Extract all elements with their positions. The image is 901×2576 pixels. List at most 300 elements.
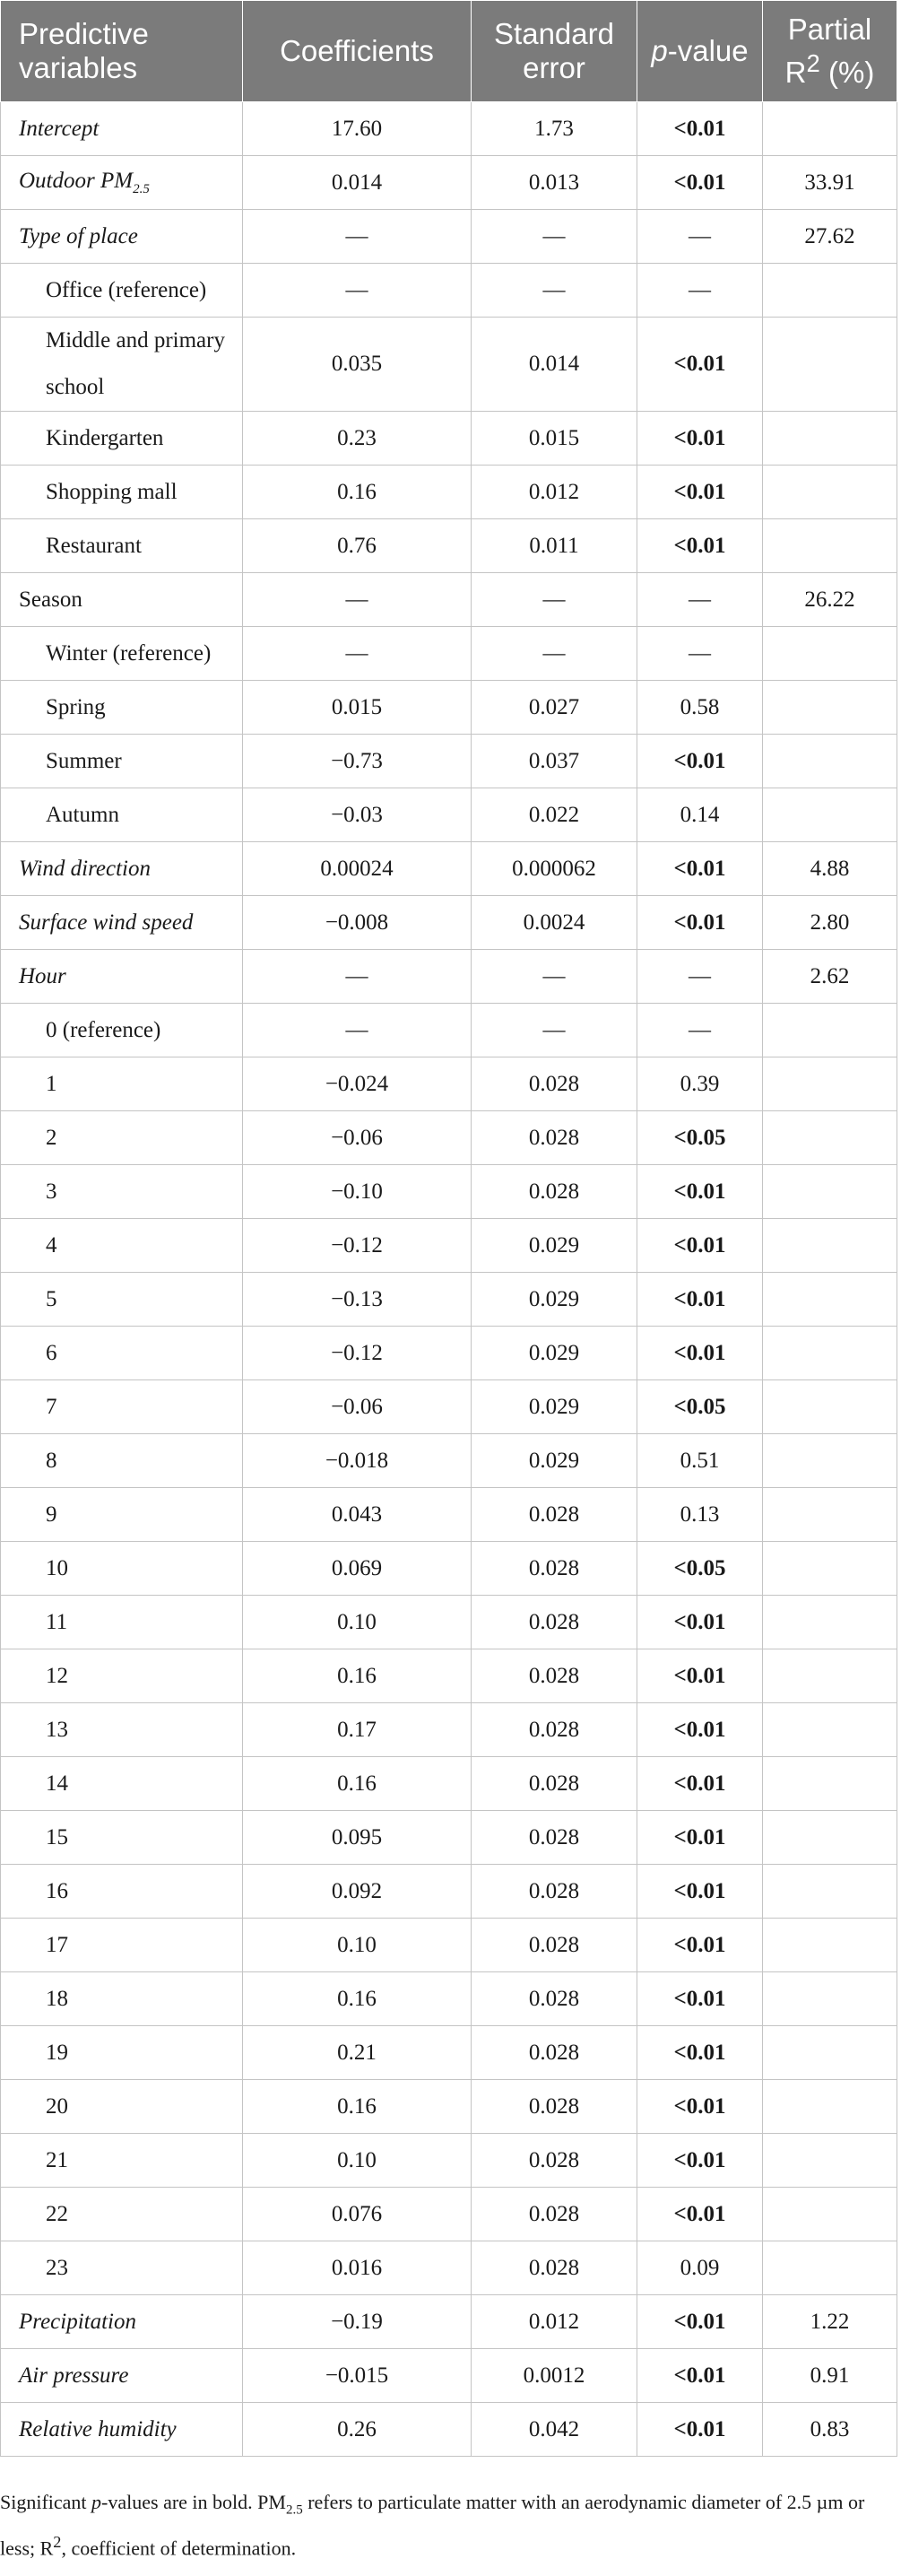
- row-label: [1, 264, 243, 318]
- table-row: [1, 1004, 897, 1057]
- standard-error-cell-text: 0.011: [529, 533, 579, 558]
- header-r-superscript: 2: [806, 49, 820, 77]
- p-value-cell-text: <0.01: [673, 425, 726, 450]
- table-row: [1, 156, 897, 210]
- row-label-text: 9: [46, 1501, 57, 1527]
- coefficient-cell-text: —: [345, 277, 368, 302]
- table-row: [1, 318, 897, 412]
- standard-error-cell: [472, 2241, 637, 2295]
- coefficient-cell: [243, 627, 472, 681]
- coefficient-cell-text: −0.12: [331, 1232, 383, 1258]
- partial-r2-cell-text: 2.80: [810, 909, 850, 935]
- coefficient-cell-text: −0.10: [331, 1179, 383, 1204]
- standard-error-cell-text: 0.028: [528, 1555, 580, 1580]
- row-label: [1, 2349, 243, 2403]
- partial-r2-cell: [763, 2188, 897, 2241]
- p-value-cell-text: <0.01: [673, 352, 726, 376]
- partial-r2-cell: [763, 1919, 897, 1972]
- coefficient-cell: [243, 318, 472, 412]
- p-value-cell-text: <0.01: [673, 1824, 726, 1849]
- partial-r2-cell: [763, 1972, 897, 2026]
- standard-error-cell-text: 0.028: [528, 1125, 580, 1150]
- standard-error-cell-text: 0.012: [528, 2309, 580, 2334]
- p-value-cell-text: <0.01: [673, 2093, 726, 2119]
- standard-error-cell-text: 0.028: [528, 1771, 580, 1796]
- p-value-cell: [637, 1057, 763, 1111]
- standard-error-cell-text: 0.013: [528, 170, 580, 195]
- table-row: [1, 1327, 897, 1380]
- p-value-cell: [637, 1273, 763, 1327]
- partial-r2-cell: [763, 2295, 897, 2349]
- p-value-cell-text: <0.01: [673, 1771, 726, 1796]
- coefficient-cell-text: 0.16: [337, 479, 377, 504]
- coefficient-cell-text: 0.10: [337, 2147, 377, 2172]
- coefficient-cell-text: −0.015: [325, 2363, 389, 2388]
- p-value-cell: [637, 950, 763, 1004]
- p-value-cell: [637, 1380, 763, 1434]
- p-value-cell: [637, 1219, 763, 1273]
- p-value-cell: [637, 1488, 763, 1542]
- coefficient-cell: [243, 1972, 472, 2026]
- standard-error-cell: [472, 2188, 637, 2241]
- p-value-cell-text: 0.14: [680, 802, 720, 827]
- row-label-text: Autumn: [46, 802, 119, 827]
- row-label-text: 11: [46, 1609, 68, 1634]
- p-value-cell-text: —: [689, 277, 711, 302]
- row-label-text: 10: [46, 1555, 68, 1580]
- partial-r2-cell: [763, 2403, 897, 2457]
- standard-error-cell-text: —: [542, 587, 566, 612]
- table-row: [1, 519, 897, 573]
- partial-r2-cell-text: 2.62: [810, 963, 850, 988]
- standard-error-cell: [472, 1434, 637, 1488]
- p-value-cell: [637, 318, 763, 412]
- row-label: [1, 102, 243, 156]
- partial-r2-cell: [763, 1811, 897, 1865]
- p-value-cell-text: <0.01: [673, 1986, 726, 2011]
- row-label-text: Spring: [46, 694, 106, 719]
- coefficient-cell: [243, 1919, 472, 1972]
- partial-r2-cell: [763, 1542, 897, 1596]
- table-row: [1, 842, 897, 896]
- coefficient-cell-text: −0.19: [331, 2309, 383, 2334]
- standard-error-cell-text: 0.014: [528, 352, 580, 376]
- coefficient-cell-text: −0.018: [325, 1448, 389, 1473]
- partial-r2-cell: [763, 156, 897, 210]
- table-row: [1, 2295, 897, 2349]
- coefficient-cell: [243, 2080, 472, 2134]
- row-label: [1, 627, 243, 681]
- p-value-cell-text: <0.01: [673, 1663, 726, 1688]
- p-value-cell: [637, 1811, 763, 1865]
- standard-error-cell-text: 0.028: [528, 1663, 580, 1688]
- partial-r2-cell-text: 4.88: [810, 856, 850, 881]
- coefficient-cell: [243, 1757, 472, 1811]
- p-value-cell-text: —: [689, 1017, 711, 1042]
- coefficient-cell-text: —: [345, 963, 368, 988]
- standard-error-cell: [472, 1811, 637, 1865]
- p-value-cell-text: <0.01: [673, 170, 726, 195]
- p-value-cell-text: —: [689, 587, 711, 612]
- row-label: [1, 519, 243, 573]
- table-row: [1, 788, 897, 842]
- standard-error-cell: [472, 2349, 637, 2403]
- coefficient-cell: [243, 1434, 472, 1488]
- partial-r2-cell: [763, 681, 897, 735]
- standard-error-cell: [472, 842, 637, 896]
- partial-r2-cell: [763, 466, 897, 519]
- partial-r2-cell: [763, 842, 897, 896]
- standard-error-cell: [472, 2134, 637, 2188]
- coefficient-cell: [243, 1380, 472, 1434]
- footnote-pm-subscript: 2.5: [285, 2502, 303, 2518]
- standard-error-cell: [472, 1004, 637, 1057]
- table-row: [1, 1649, 897, 1703]
- p-value-cell: [637, 681, 763, 735]
- p-value-cell-text: <0.01: [673, 2040, 726, 2065]
- table-row: [1, 1596, 897, 1649]
- p-value-cell-text: 0.39: [680, 1071, 720, 1096]
- coefficient-cell: [243, 950, 472, 1004]
- coefficient-cell: [243, 210, 472, 264]
- partial-r2-cell-text: 33.91: [804, 170, 855, 195]
- standard-error-cell-text: 0.028: [528, 1609, 580, 1634]
- row-label-text: 14: [46, 1771, 68, 1796]
- partial-r2-cell: [763, 950, 897, 1004]
- partial-r2-cell: [763, 1004, 897, 1057]
- row-label: [1, 1649, 243, 1703]
- p-value-cell: [637, 2295, 763, 2349]
- coefficient-cell-text: 17.60: [331, 116, 383, 141]
- standard-error-cell: [472, 156, 637, 210]
- p-value-cell: [637, 1703, 763, 1757]
- standard-error-cell: [472, 1757, 637, 1811]
- row-label-text: 8: [46, 1448, 57, 1473]
- footnote-p-letter: p: [91, 2491, 102, 2513]
- row-label-text: 6: [46, 1340, 57, 1365]
- standard-error-cell-text: 0.015: [528, 425, 580, 450]
- coefficient-cell-text: −0.06: [331, 1125, 383, 1150]
- p-value-cell-text: <0.01: [673, 116, 726, 141]
- coefficient-cell-text: 0.10: [337, 1932, 377, 1957]
- standard-error-cell: [472, 1865, 637, 1919]
- p-value-cell-text: —: [689, 223, 711, 248]
- footnote-text-1: Significant: [0, 2491, 92, 2513]
- standard-error-cell-text: —: [542, 963, 566, 988]
- row-label: [1, 2134, 243, 2188]
- p-value-cell: [637, 519, 763, 573]
- p-value-cell: [637, 627, 763, 681]
- standard-error-cell: [472, 2026, 637, 2080]
- coefficient-cell-text: 0.16: [337, 1771, 377, 1796]
- standard-error-cell: [472, 1327, 637, 1380]
- row-label: [1, 1596, 243, 1649]
- p-value-cell-text: 0.13: [680, 1501, 720, 1527]
- p-value-cell: [637, 1757, 763, 1811]
- standard-error-cell-text: 0.028: [528, 2201, 580, 2226]
- p-value-cell: [637, 1649, 763, 1703]
- header-p-letter: p: [651, 34, 668, 67]
- row-label-text: 17: [46, 1932, 68, 1957]
- standard-error-cell-text: 0.028: [528, 1932, 580, 1957]
- partial-r2-cell: [763, 1434, 897, 1488]
- p-value-cell-text: <0.01: [673, 1179, 726, 1204]
- row-label-text: 1: [46, 1071, 57, 1096]
- p-value-cell-text: <0.01: [673, 1286, 726, 1311]
- coefficient-cell-text: −0.13: [331, 1286, 383, 1311]
- table-row: [1, 1111, 897, 1165]
- header-coefficients: Coefficients: [243, 1, 472, 102]
- standard-error-cell: [472, 681, 637, 735]
- p-value-cell-text: <0.05: [673, 1394, 726, 1419]
- row-label: [1, 681, 243, 735]
- row-label: [1, 1703, 243, 1757]
- header-partial-r2: [763, 1, 897, 102]
- p-value-cell: [637, 156, 763, 210]
- coefficient-cell: [243, 573, 472, 627]
- coefficient-cell-text: —: [345, 587, 368, 612]
- table-row: [1, 1057, 897, 1111]
- row-label: [1, 1273, 243, 1327]
- table-row: [1, 1703, 897, 1757]
- standard-error-cell-text: —: [542, 223, 566, 248]
- partial-r2-cell: [763, 1165, 897, 1219]
- coefficient-cell-text: 0.26: [337, 2416, 377, 2441]
- standard-error-cell: [472, 1219, 637, 1273]
- coefficient-cell: [243, 735, 472, 788]
- row-label-text: 19: [46, 2040, 68, 2065]
- row-label: [1, 1919, 243, 1972]
- row-label-text: Intercept: [19, 116, 100, 141]
- table-row: [1, 950, 897, 1004]
- table-row: [1, 102, 897, 156]
- row-label: [1, 466, 243, 519]
- partial-r2-cell: [763, 1703, 897, 1757]
- coefficient-cell-text: 0.095: [331, 1824, 383, 1849]
- standard-error-cell: [472, 1972, 637, 2026]
- coefficient-cell: [243, 466, 472, 519]
- row-label: [1, 896, 243, 950]
- coefficient-cell-text: 0.016: [331, 2255, 383, 2280]
- standard-error-cell-text: 0.028: [528, 1717, 580, 1742]
- table-row: [1, 1219, 897, 1273]
- header-p-value: [637, 1, 763, 102]
- table-row: [1, 1811, 897, 1865]
- coefficient-cell-text: −0.03: [331, 802, 383, 827]
- row-label-subscript: 2.5: [133, 181, 150, 196]
- partial-r2-cell: [763, 1219, 897, 1273]
- coefficient-cell-text: −0.024: [325, 1071, 389, 1096]
- standard-error-cell-text: 0.042: [528, 2416, 580, 2441]
- table-row: [1, 1165, 897, 1219]
- p-value-cell: [637, 842, 763, 896]
- table-row: [1, 2241, 897, 2295]
- p-value-cell: [637, 788, 763, 842]
- header-predictive-variables: Predictive variables: [1, 1, 243, 102]
- row-label: [1, 1811, 243, 1865]
- p-value-cell: [637, 1004, 763, 1057]
- coefficient-cell: [243, 1111, 472, 1165]
- standard-error-cell: [472, 2080, 637, 2134]
- coefficient-cell-text: −0.12: [331, 1340, 383, 1365]
- row-label-text: Office (reference): [46, 277, 207, 302]
- coefficient-cell: [243, 1703, 472, 1757]
- footnote-text-2: -values are in bold. PM: [101, 2491, 286, 2513]
- coefficient-cell: [243, 1219, 472, 1273]
- coefficient-cell: [243, 156, 472, 210]
- coefficient-cell: [243, 1811, 472, 1865]
- p-value-cell: [637, 1165, 763, 1219]
- standard-error-cell: [472, 788, 637, 842]
- table-footnote: [0, 2486, 888, 2565]
- coefficient-cell: [243, 1596, 472, 1649]
- p-value-cell-text: <0.01: [673, 909, 726, 935]
- row-label-text: 7: [46, 1394, 57, 1419]
- coefficient-cell-text: 0.16: [337, 1663, 377, 1688]
- partial-r2-cell: [763, 1111, 897, 1165]
- table-row: [1, 412, 897, 466]
- standard-error-cell-text: 0.028: [528, 1501, 580, 1527]
- p-value-cell: [637, 2403, 763, 2457]
- table-row: [1, 1757, 897, 1811]
- partial-r2-cell: [763, 318, 897, 412]
- coefficient-cell: [243, 1649, 472, 1703]
- p-value-cell-text: 0.51: [680, 1448, 720, 1473]
- standard-error-cell: [472, 896, 637, 950]
- table-row: [1, 2188, 897, 2241]
- row-label-text: Hour: [19, 963, 66, 988]
- partial-r2-cell: [763, 519, 897, 573]
- coefficient-cell: [243, 2026, 472, 2080]
- coefficient-cell-text: 0.23: [337, 425, 377, 450]
- row-label: [1, 2241, 243, 2295]
- coefficient-cell-text: 0.043: [331, 1501, 383, 1527]
- table-row: [1, 1865, 897, 1919]
- partial-r2-cell: [763, 2241, 897, 2295]
- row-label-text: 4: [46, 1232, 57, 1258]
- standard-error-cell: [472, 735, 637, 788]
- partial-r2-cell: [763, 1380, 897, 1434]
- p-value-cell: [637, 1919, 763, 1972]
- p-value-cell-text: <0.01: [673, 2416, 726, 2441]
- table-row: [1, 2403, 897, 2457]
- table-row: [1, 627, 897, 681]
- standard-error-cell-text: 0.037: [528, 748, 580, 773]
- partial-r2-cell-text: 0.91: [810, 2363, 850, 2388]
- standard-error-cell-text: 1.73: [534, 116, 574, 141]
- row-label: [1, 1111, 243, 1165]
- table-row: [1, 1972, 897, 2026]
- standard-error-cell: [472, 627, 637, 681]
- standard-error-cell-text: —: [542, 640, 566, 666]
- standard-error-cell: [472, 1165, 637, 1219]
- partial-r2-cell: [763, 1865, 897, 1919]
- coefficient-cell-text: —: [345, 640, 368, 666]
- p-value-cell-text: <0.01: [673, 1878, 726, 1903]
- row-label: [1, 735, 243, 788]
- coefficient-cell-text: −0.008: [325, 909, 389, 935]
- partial-r2-cell: [763, 896, 897, 950]
- coefficient-cell-text: —: [345, 223, 368, 248]
- p-value-cell-text: <0.01: [673, 748, 726, 773]
- partial-r2-cell: [763, 102, 897, 156]
- coefficient-cell-text: 0.76: [337, 533, 377, 558]
- table-row: [1, 466, 897, 519]
- p-value-cell-text: <0.01: [673, 1932, 726, 1957]
- footnote-r-superscript: 2: [53, 2533, 62, 2552]
- table-row: [1, 2349, 897, 2403]
- p-value-cell: [637, 2026, 763, 2080]
- coefficient-cell: [243, 412, 472, 466]
- p-value-cell: [637, 2080, 763, 2134]
- row-label: [1, 2403, 243, 2457]
- standard-error-cell: [472, 1488, 637, 1542]
- standard-error-cell-text: 0.028: [528, 1878, 580, 1903]
- coefficient-cell: [243, 1542, 472, 1596]
- coefficient-cell-text: 0.076: [331, 2201, 383, 2226]
- table-row: [1, 264, 897, 318]
- coefficient-cell-text: 0.00024: [320, 856, 394, 881]
- standard-error-cell: [472, 950, 637, 1004]
- coefficient-cell: [243, 681, 472, 735]
- table-row: [1, 2080, 897, 2134]
- table-row: [1, 735, 897, 788]
- p-value-cell-text: <0.01: [673, 2201, 726, 2226]
- row-label: [1, 842, 243, 896]
- partial-r2-cell: [763, 1757, 897, 1811]
- row-label: [1, 1542, 243, 1596]
- partial-r2-cell: [763, 412, 897, 466]
- standard-error-cell-text: 0.028: [528, 2040, 580, 2065]
- p-value-cell: [637, 466, 763, 519]
- footnote-text-4: , coefficient of determination.: [61, 2537, 297, 2560]
- standard-error-cell-text: 0.028: [528, 2255, 580, 2280]
- p-value-cell-text: <0.01: [673, 2363, 726, 2388]
- row-label-text: 12: [46, 1663, 68, 1688]
- coefficient-cell: [243, 519, 472, 573]
- p-value-cell-text: <0.05: [673, 1555, 726, 1580]
- standard-error-cell: [472, 412, 637, 466]
- p-value-cell: [637, 1972, 763, 2026]
- standard-error-cell: [472, 1273, 637, 1327]
- standard-error-cell: [472, 102, 637, 156]
- standard-error-cell-text: 0.029: [528, 1394, 580, 1419]
- row-label: [1, 1972, 243, 2026]
- p-value-cell: [637, 2241, 763, 2295]
- coefficient-cell: [243, 1004, 472, 1057]
- row-label: [1, 1327, 243, 1380]
- row-label: [1, 2080, 243, 2134]
- row-label-text: Summer: [46, 748, 122, 773]
- coefficient-cell-text: 0.035: [331, 352, 383, 376]
- table-row: [1, 896, 897, 950]
- partial-r2-cell: [763, 788, 897, 842]
- standard-error-cell-text: 0.029: [528, 1232, 580, 1258]
- p-value-cell-text: 0.58: [680, 694, 720, 719]
- row-label-text: 22: [46, 2201, 68, 2226]
- table-row: [1, 1488, 897, 1542]
- row-label-text: Air pressure: [19, 2363, 129, 2388]
- row-label: [1, 1380, 243, 1434]
- coefficient-cell-text: 0.16: [337, 1986, 377, 2011]
- partial-r2-cell: [763, 2134, 897, 2188]
- row-label-text: Shopping mall: [46, 479, 178, 504]
- row-label-text: 3: [46, 1179, 57, 1204]
- table-row: [1, 1542, 897, 1596]
- row-label: [1, 412, 243, 466]
- row-label: [1, 1757, 243, 1811]
- p-value-cell: [637, 264, 763, 318]
